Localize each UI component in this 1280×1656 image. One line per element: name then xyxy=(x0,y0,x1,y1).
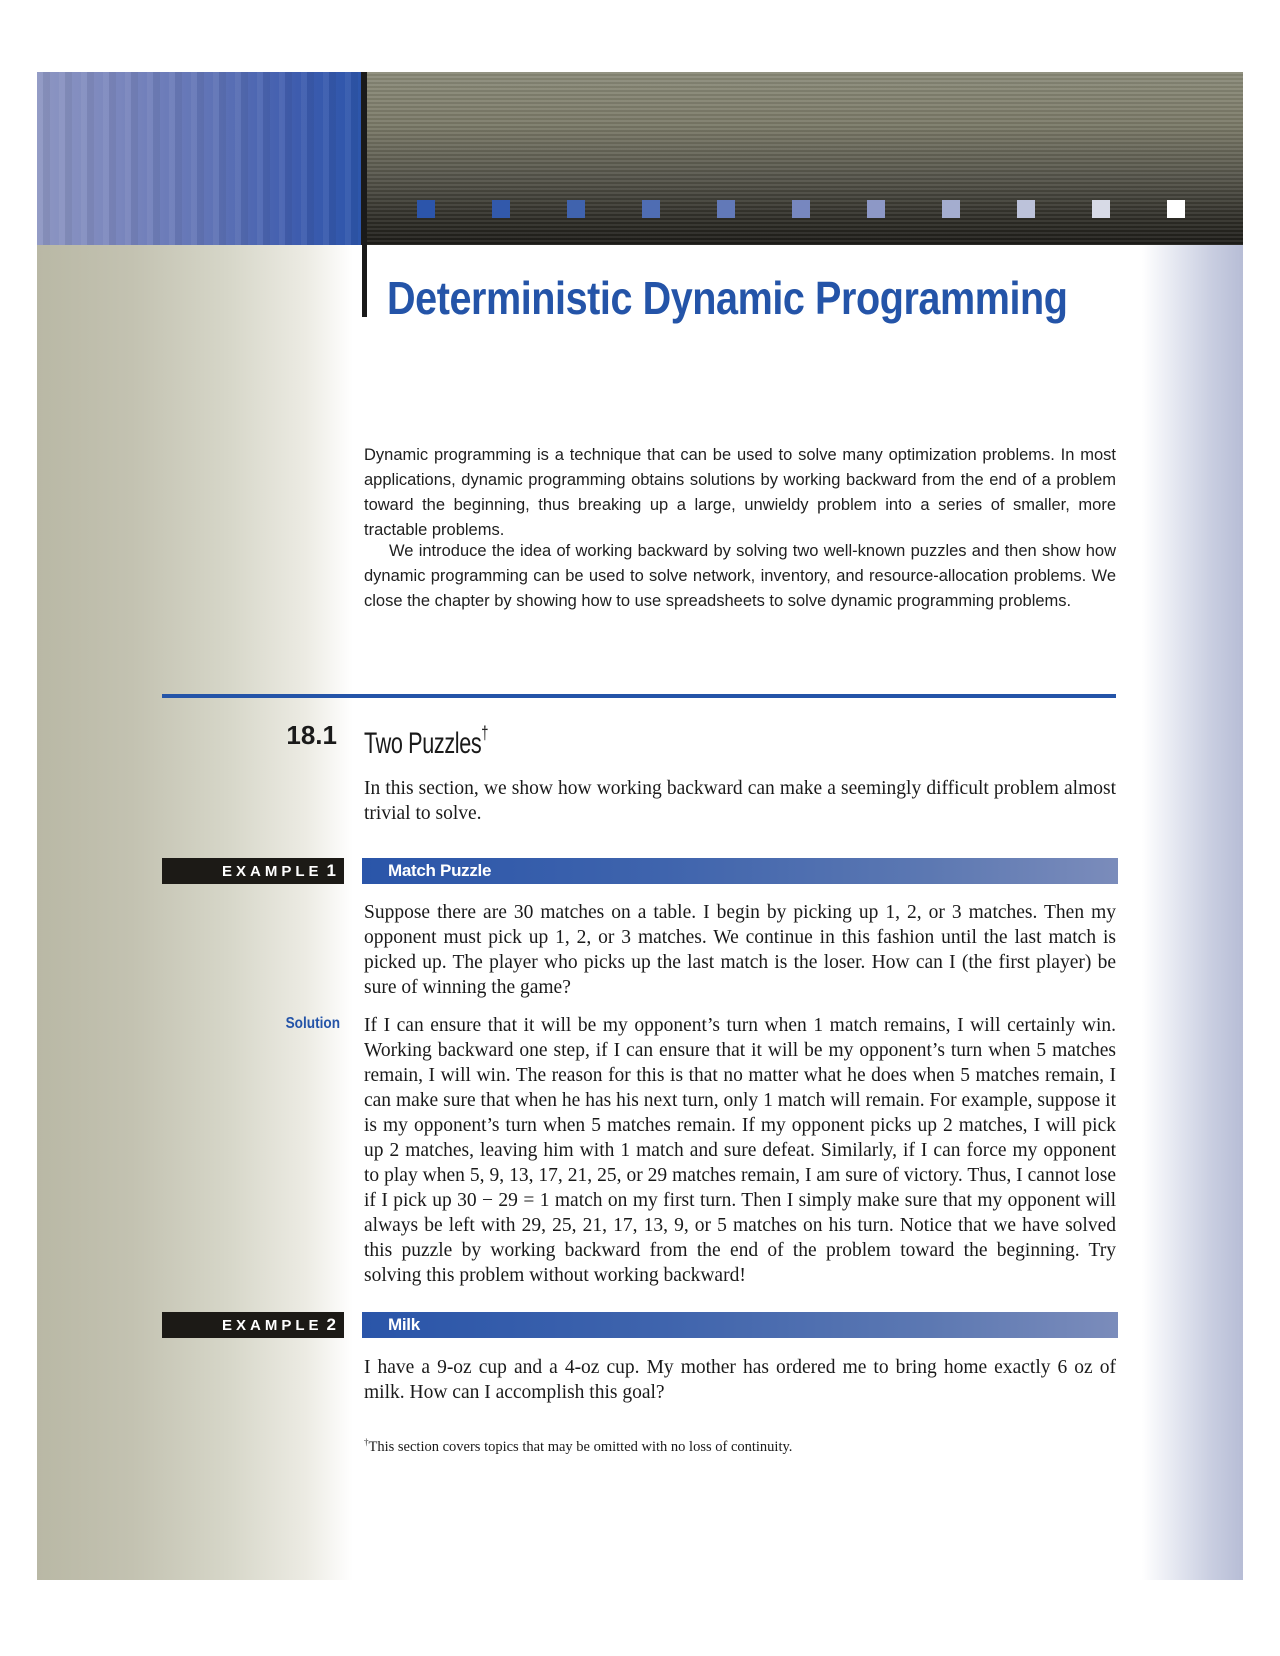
title-rule xyxy=(362,244,367,317)
intro-paragraph-2: We introduce the idea of working backward by solving two well-known puzzles and then show how dynamic programming can be used to solve network, inventory, and resource-allocation problems. We close the chapter by showing how to use spreadsheets to solve dynamic programming problems. xyxy=(364,542,1116,610)
solution-label: Solution xyxy=(285,1015,340,1032)
header-divider xyxy=(361,72,367,245)
header-square xyxy=(1017,200,1035,218)
header-square xyxy=(867,200,885,218)
section-title-text: Two Puzzles xyxy=(364,727,482,760)
footnote-text: This section covers topics that may be omitted with no loss of continuity. xyxy=(368,1439,793,1455)
header-square xyxy=(1092,200,1110,218)
example-2-label xyxy=(162,1312,344,1338)
example-2-title: Milk xyxy=(362,1312,1118,1338)
example-2-number: 2 xyxy=(326,1315,336,1334)
footnote-mark: † xyxy=(364,1437,369,1447)
header-square xyxy=(942,200,960,218)
header-square xyxy=(1167,200,1185,218)
header-square xyxy=(567,200,585,218)
chapter-title: Deterministic Dynamic Programming xyxy=(387,272,1068,324)
header-blue-block xyxy=(37,72,363,245)
header-square xyxy=(642,200,660,218)
header-square xyxy=(792,200,810,218)
example-1-solution: If I can ensure that it will be my opponent’s turn when 1 match remains, I will certainly win. Working backward one step, if I can ensure that it will be my opponent’s turn when 5 matches remain, I will win. The reason for this is that no matter what he does when 5 matches remain, I can make sure that when he has his next turn, only 1 match will remain. For example, suppose it is my opponent’s turn when 5 matches remain. If my opponent picks up 2 matches, I will pick up 2 matches, leaving him with 1 match and sure defeat. Similarly, if I can force my opponent to play when 5, 9, 13, 17, 21, 25, or 29 matches remain, I am sure of victory. Thus, I cannot lose if I pick up 30 − 29 = 1 match on my first turn. Then I simply make sure that my opponent will always be left with 29, 25, 21, 17, 13, 9, or 5 matches on his turn. Notice that we have solved this puzzle by working backward from the end of the problem toward the beginning. Try solving this problem without working backward! xyxy=(364,1015,1116,1286)
example-2-label-text: EXAMPLE xyxy=(222,1317,323,1334)
section-number: 18.1 xyxy=(286,720,337,750)
footnote xyxy=(364,1432,1116,1457)
example-1-text: Suppose there are 30 matches on a table. I begin by picking up 1, 2, or 3 matches. Then my opponent must pick up 1, 2, or 3 matches. We continue in this fashion until the last match is picked up. The player who picks up the last match is the loser. How can I (the first player) be sure of winning the game? xyxy=(364,902,1116,998)
example-1-label xyxy=(162,858,344,884)
header-dark-band xyxy=(367,72,1243,245)
example-2-text: I have a 9-oz cup and a 4-oz cup. My mother has ordered me to bring home exactly 6 oz of milk. How can I accomplish this goal? xyxy=(364,1357,1116,1403)
example-1-title: Match Puzzle xyxy=(362,858,1118,884)
example-1-number: 1 xyxy=(326,861,336,880)
header-square xyxy=(417,200,435,218)
intro-paragraph-1: Dynamic programming is a technique that can be used to solve many optimization problems. In most applications, dynamic programming obtains solutions by working backward from the end of a problem toward the beginning, thus breaking up a large, unwieldy problem into a series of smaller, more tractable problems. xyxy=(364,446,1116,539)
section-intro: In this section, we show how working backward can make a seemingly difficult problem almost trivial to solve. xyxy=(364,778,1116,824)
section-title xyxy=(364,716,489,760)
section-title-footnote-mark: † xyxy=(481,723,489,743)
header-square xyxy=(717,200,735,218)
section-rule xyxy=(162,694,1116,698)
right-margin-gradient xyxy=(1142,245,1243,1580)
example-1-label-text: EXAMPLE xyxy=(222,863,323,880)
left-margin-gradient xyxy=(37,245,353,1580)
header-square xyxy=(492,200,510,218)
